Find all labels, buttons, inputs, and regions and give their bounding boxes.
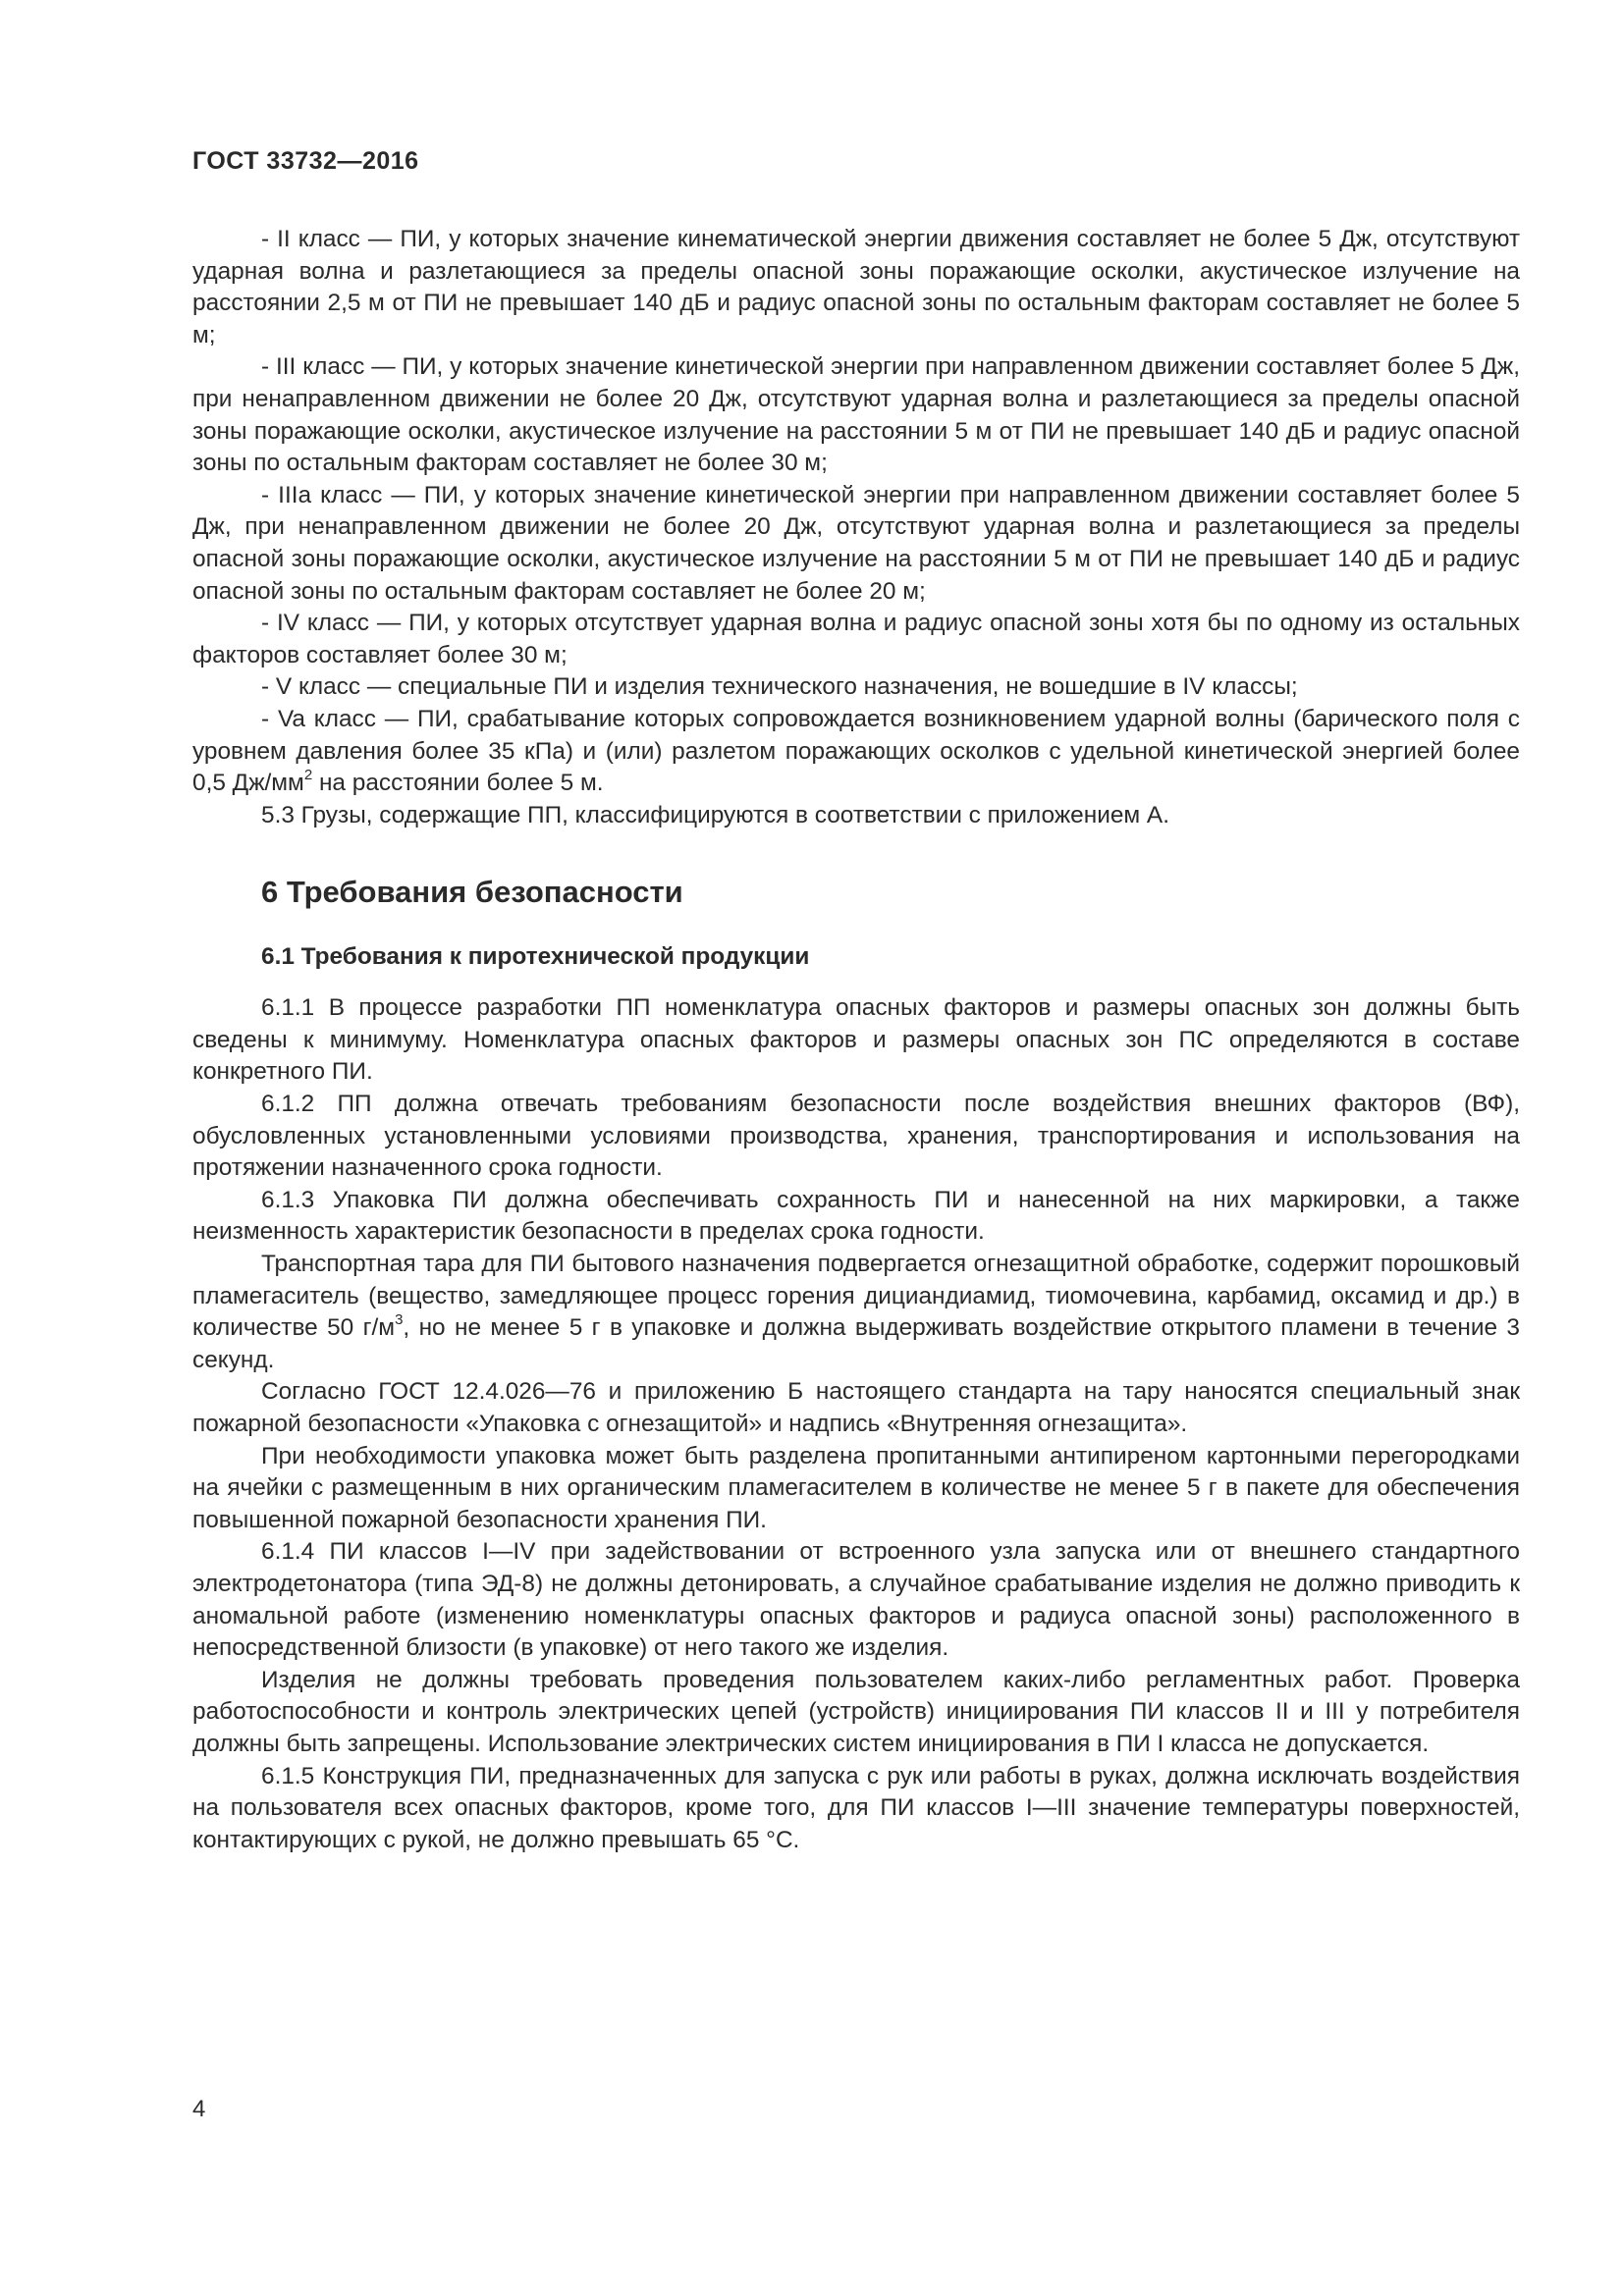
class-va-superscript: 2	[303, 767, 313, 784]
document-body	[192, 224, 1520, 1856]
class-ii-item: - II класс — ПИ, у которых значение кинематической энергии движения составляет не более 5 Дж, отсутствуют ударная волна и разлетающиеся за пределы опасной зоны поражающие осколки, акустическое излучение на расстоянии 2,5 м от ПИ не превышает 140 дБ и радиус опасной зоны по остальным факторам составляет не более 5 м;	[192, 226, 1520, 348]
clause-6-1-4: 6.1.4 ПИ классов I—IV при задействовании от встроенного узла запуска или от внешнего стандартного электродетонатора (типа ЭД-8) не должны детонировать, а случайное срабатывание изделия не должно приводить к аномальной работе (изменению номенклатуры опасных факторов и радиуса опасной зоны) расположенного в непосредственной близости (в упаковке) от него такого же изделия.	[192, 1538, 1520, 1662]
section-6-heading: 6 Требования безопасности	[261, 875, 683, 910]
clause-6-1-2: 6.1.2 ПП должна отвечать требованиям безопасности после воздействия внешних факторов (ВФ), обусловленных установленными условиями производства, хранения, транспортирования и использования на протяжении назначенного срока годности.	[192, 1091, 1520, 1182]
class-va-item	[192, 704, 1520, 800]
clause-6-1-1: 6.1.1 В процессе разработки ПП номенклатура опасных факторов и размеры опасных зон должны быть сведены к минимуму. Номенклатура опасных факторов и размеры опасных зон ПС определяются в составе конкретного ПИ.	[192, 994, 1520, 1086]
clause-5-3: 5.3 Грузы, содержащие ПП, классифицируются в соответствии с приложением А.	[261, 801, 1169, 828]
maintenance-paragraph: Изделия не должны требовать проведения пользователем каких-либо регламентных работ. Проверка работоспособности и контроль электрических цепей (устройств) инициирования ПИ классов II и III у потребителя должны быть запрещены. Использование электрических систем инициирования в ПИ I класса не допускается.	[192, 1666, 1520, 1757]
class-iv-item: - IV класс — ПИ, у которых отсутствует ударная волна и радиус опасной зоны хотя бы по одному из остальных факторов составляет более 30 м;	[192, 610, 1520, 668]
packaging-partition-paragraph: При необходимости упаковка может быть разделена пропитанными антипиреном картонными перегородками на ячейки с размещенным в них органическим пламегасителем в количестве не менее 5 г в пакете для обеспечения повышенной пожарной безопасности хранения ПИ.	[192, 1442, 1520, 1533]
standard-identifier: ГОСТ 33732—2016	[192, 147, 419, 175]
class-va-text: - Va класс — ПИ, срабатывание которых сопровождается возникновением ударной волны (барического поля с уровнем давления более 35 кПа) и (или) разлетом поражающих осколков с удельной кинетической энергией более 0,5 Дж/мм	[192, 705, 1520, 797]
gost-marking-paragraph: Согласно ГОСТ 12.4.026—76 и приложению Б настоящего стандарта на тару наносятся специальный знак пожарной безопасности «Упаковка с огнезащитой» и надпись «Внутренняя огнезащита».	[192, 1378, 1520, 1437]
subsection-6-1-heading: 6.1 Требования к пиротехнической продукции	[261, 943, 810, 971]
transport-text-end: , но не менее 5 г в упаковке и должна выдерживать воздействие открытого пламени в течение 3 секунд.	[192, 1314, 1520, 1373]
transport-text: Транспортная тара для ПИ бытового назначения подвергается огнезащитной обработке, содержит порошковый пламегаситель (вещество, замедляющее процесс горения дициандиамид, тиомочевина, карбамид, оксамид и др.) в количестве 50 г/м	[192, 1251, 1520, 1342]
transport-superscript: 3	[395, 1311, 404, 1329]
clause-6-1-3: 6.1.3 Упаковка ПИ должна обеспечивать сохранность ПИ и нанесенной на них маркировки, а также неизменность характеристик безопасности в пределах срока годности.	[192, 1186, 1520, 1246]
transport-container-paragraph	[192, 1249, 1520, 1376]
class-iiia-item: - IIIa класс — ПИ, у которых значение кинетической энергии при направленном движении составляет более 5 Дж, при ненаправленном движении не более 20 Дж, отсутствуют ударная волна и разлетающиеся за пределы опасной зоны поражающие осколки, акустическое излучение на расстоянии 5 м от ПИ не превышает 140 дБ и радиус опасной зоны по остальным факторам составляет не более 20 м;	[192, 481, 1520, 605]
class-v-item: - V класс — специальные ПИ и изделия технического назначения, не вошедшие в IV классы;	[261, 673, 1298, 701]
class-iii-item: - III класс — ПИ, у которых значение кинетической энергии при направленном движении составляет более 5 Дж, при ненаправленном движении не более 20 Дж, отсутствуют ударная волна и разлетающиеся за пределы опасной зоны поражающие осколки, акустическое излучение на расстоянии 5 м от ПИ не превышает 140 дБ и радиус опасной зоны по остальным факторам составляет не более 30 м;	[192, 353, 1520, 477]
clause-6-1-5: 6.1.5 Конструкция ПИ, предназначенных для запуска с рук или работы в руках, должна исключать воздействия на пользователя всех опасных факторов, кроме того, для ПИ классов I—III значение температуры поверхностей, контактирующих с рукой, не должно превышать 65 °С.	[192, 1762, 1520, 1853]
page-number: 4	[192, 2096, 206, 2122]
class-va-text-end: на расстоянии более 5 м.	[312, 770, 604, 797]
